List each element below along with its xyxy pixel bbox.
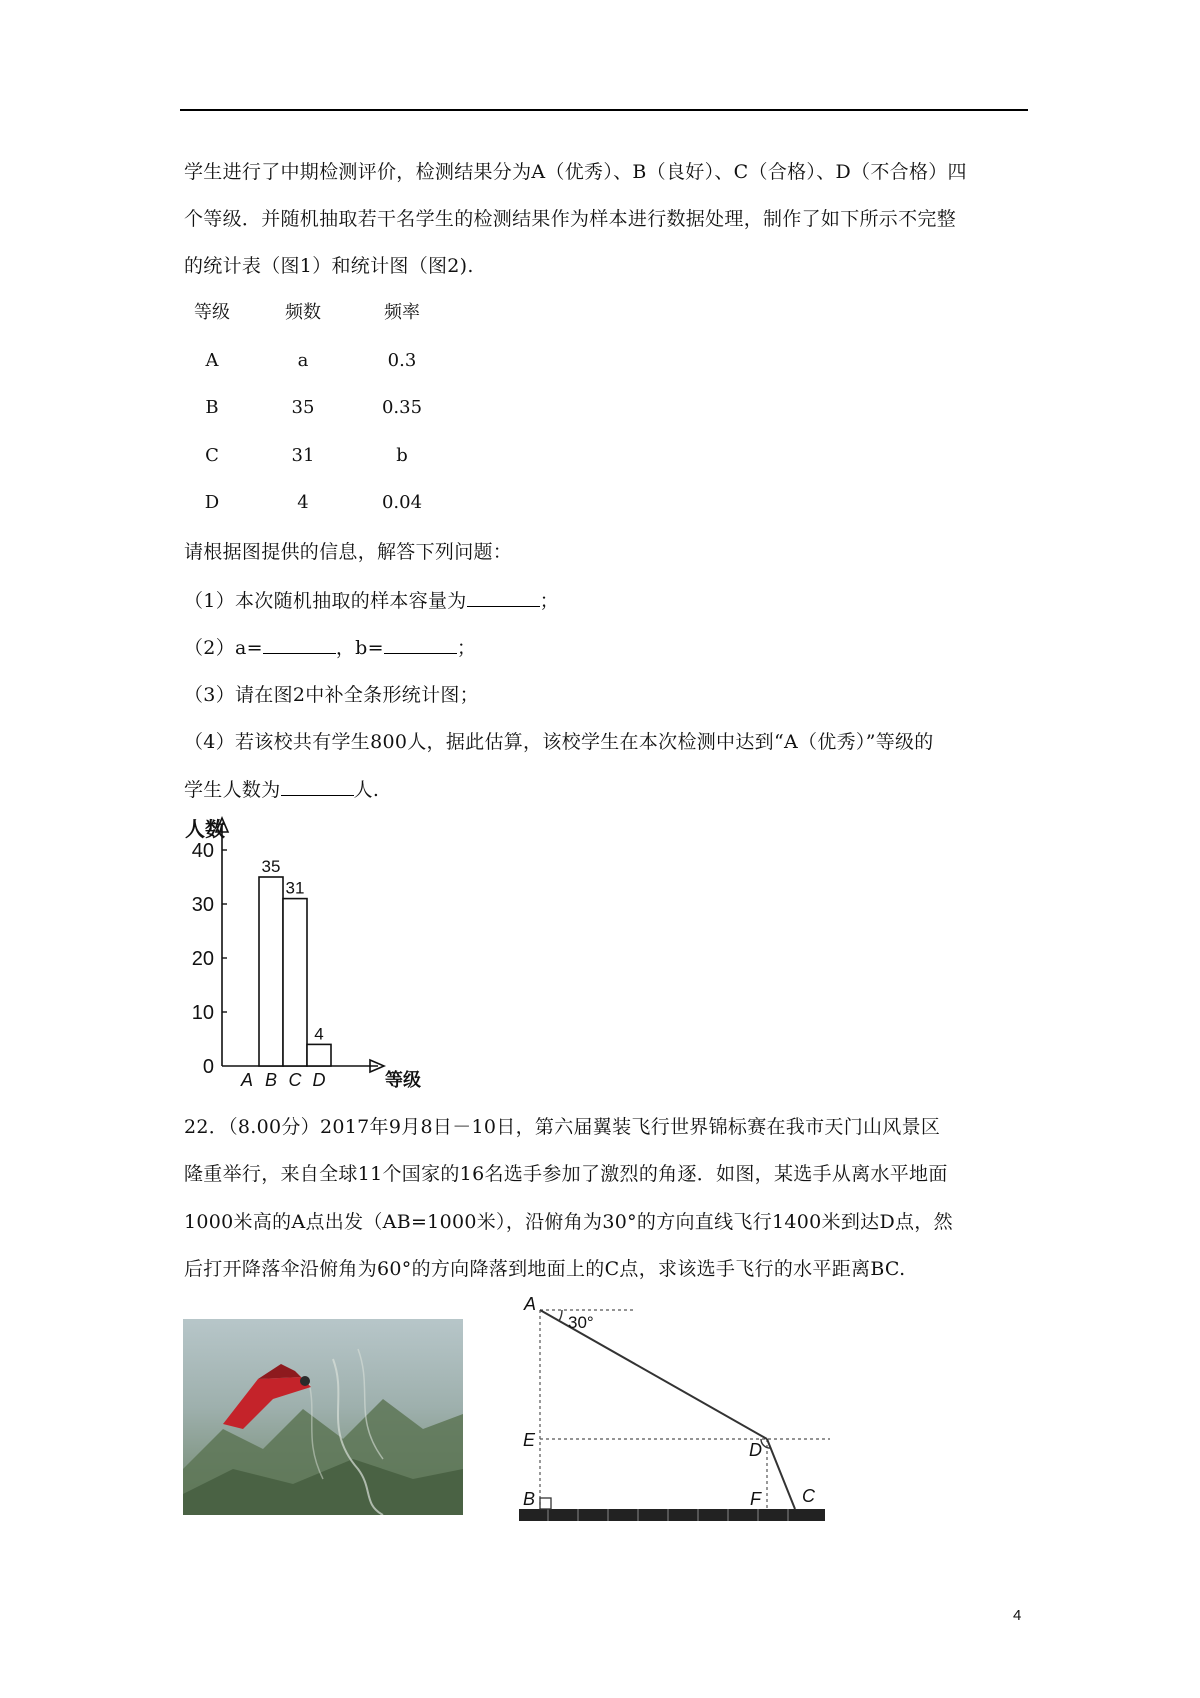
table-cell: C	[205, 445, 219, 466]
problem-22-line-3: 1000米高的A点出发（AB=1000米），沿俯角为30°的方向直线飞行1400米到达D点，然	[184, 1211, 953, 1233]
ground	[519, 1509, 825, 1521]
table-cell: 35	[291, 397, 315, 418]
angle-arc-a	[559, 1310, 562, 1321]
bar-d	[307, 1044, 331, 1066]
y-tick-label: 40	[191, 840, 214, 862]
question-4-line-1: （4）若该校共有学生800人，据此估算，该校学生在本次检测中达到“A（优秀）”等级的	[184, 731, 934, 753]
point-label-a: A	[524, 1296, 537, 1314]
x-category-label: B	[264, 1070, 278, 1090]
right-angle-b	[540, 1498, 551, 1509]
table-cell: b	[396, 445, 408, 466]
question-4-text: 学生人数为	[184, 779, 281, 801]
problem-22-line-1: 22．（8.00分）2017年9月8日－10日，第六届翼装飞行世界锦标赛在我市天门山风景区	[184, 1116, 941, 1138]
point-label-f: F	[750, 1489, 761, 1509]
table-cell: A	[205, 350, 219, 371]
question-4-line-2	[184, 777, 379, 802]
point-label-c: C	[802, 1486, 815, 1506]
y-tick-label: 30	[191, 894, 214, 916]
page-number: 4	[1013, 1607, 1022, 1624]
segment-dc	[767, 1439, 795, 1509]
y-tick-label: 0	[202, 1056, 214, 1078]
table-header-grade: 等级	[194, 302, 230, 323]
question-3: （3）请在图2中补全条形统计图；	[184, 684, 479, 706]
chart-xlabel: 等级	[385, 1070, 421, 1090]
bar-c	[283, 899, 307, 1066]
question-2-b-label: ，b=	[335, 637, 384, 659]
table-cell: 0.3	[387, 350, 417, 371]
chart-ylabel: 人数	[185, 819, 225, 841]
table-header-rate: 频率	[384, 302, 420, 323]
answer-blank-sample-size[interactable]	[467, 588, 540, 607]
x-category-label: C	[288, 1070, 302, 1090]
answer-blank-a[interactable]	[263, 635, 336, 654]
angle-label: 30°	[568, 1313, 594, 1332]
question-4-end: 人.	[353, 779, 380, 801]
point-label-e: E	[523, 1430, 536, 1450]
table-cell: 0.35	[381, 397, 423, 418]
question-1-end: ；	[539, 590, 559, 612]
wingsuit-photo	[183, 1319, 463, 1515]
geometry-diagram	[518, 1296, 830, 1526]
table-cell: D	[204, 492, 220, 513]
table-cell: B	[205, 397, 219, 418]
question-2-a-label: （2）a=	[184, 637, 263, 659]
question-1	[184, 588, 559, 613]
problem-22-line-2: 隆重举行，来自全球11个国家的16名选手参加了激烈的角逐．如图，某选手从离水平地面	[184, 1163, 948, 1185]
x-category-label: D	[312, 1070, 326, 1090]
bar-data-label: 35	[261, 857, 281, 876]
answer-blank-excellent-count[interactable]	[281, 777, 354, 796]
question-2	[184, 635, 476, 660]
bar-chart	[180, 810, 440, 1090]
table-cell: 0.04	[381, 492, 423, 513]
answer-blank-b[interactable]	[384, 635, 457, 654]
point-label-b: B	[523, 1489, 536, 1509]
x-category-label: A	[240, 1070, 254, 1090]
bar-data-label: 31	[285, 878, 305, 898]
question-2-end: ；	[456, 637, 477, 659]
problem-22-line-4: 后打开降落伞沿俯角为60°的方向降落到地面上的C点，求该选手飞行的水平距离BC.	[184, 1258, 906, 1280]
bar-b	[259, 877, 283, 1066]
intro-line-3: 的统计表（图1）和统计图（图2).	[184, 255, 474, 277]
table-cell: 4	[297, 492, 309, 513]
intro-line-2: 个等级．并随机抽取若干名学生的检测结果作为样本进行数据处理，制作了如下所示不完整	[184, 208, 957, 230]
table-cell: a	[297, 350, 309, 371]
bar-data-label: 4	[314, 1024, 324, 1044]
y-tick-label: 10	[191, 1002, 214, 1024]
y-tick-label: 20	[191, 948, 214, 970]
intro-line-1: 学生进行了中期检测评价，检测结果分为A（优秀）、B（良好）、C（合格）、D（不合格）四	[184, 161, 967, 183]
header-rule	[180, 109, 1028, 111]
point-label-d: D	[749, 1440, 762, 1460]
questions-prompt: 请根据图提供的信息，解答下列问题：	[184, 541, 513, 563]
table-cell: 31	[291, 445, 315, 466]
table-header-frequency: 频数	[285, 302, 321, 323]
question-1-text: （1）本次随机抽取的样本容量为	[184, 590, 467, 612]
